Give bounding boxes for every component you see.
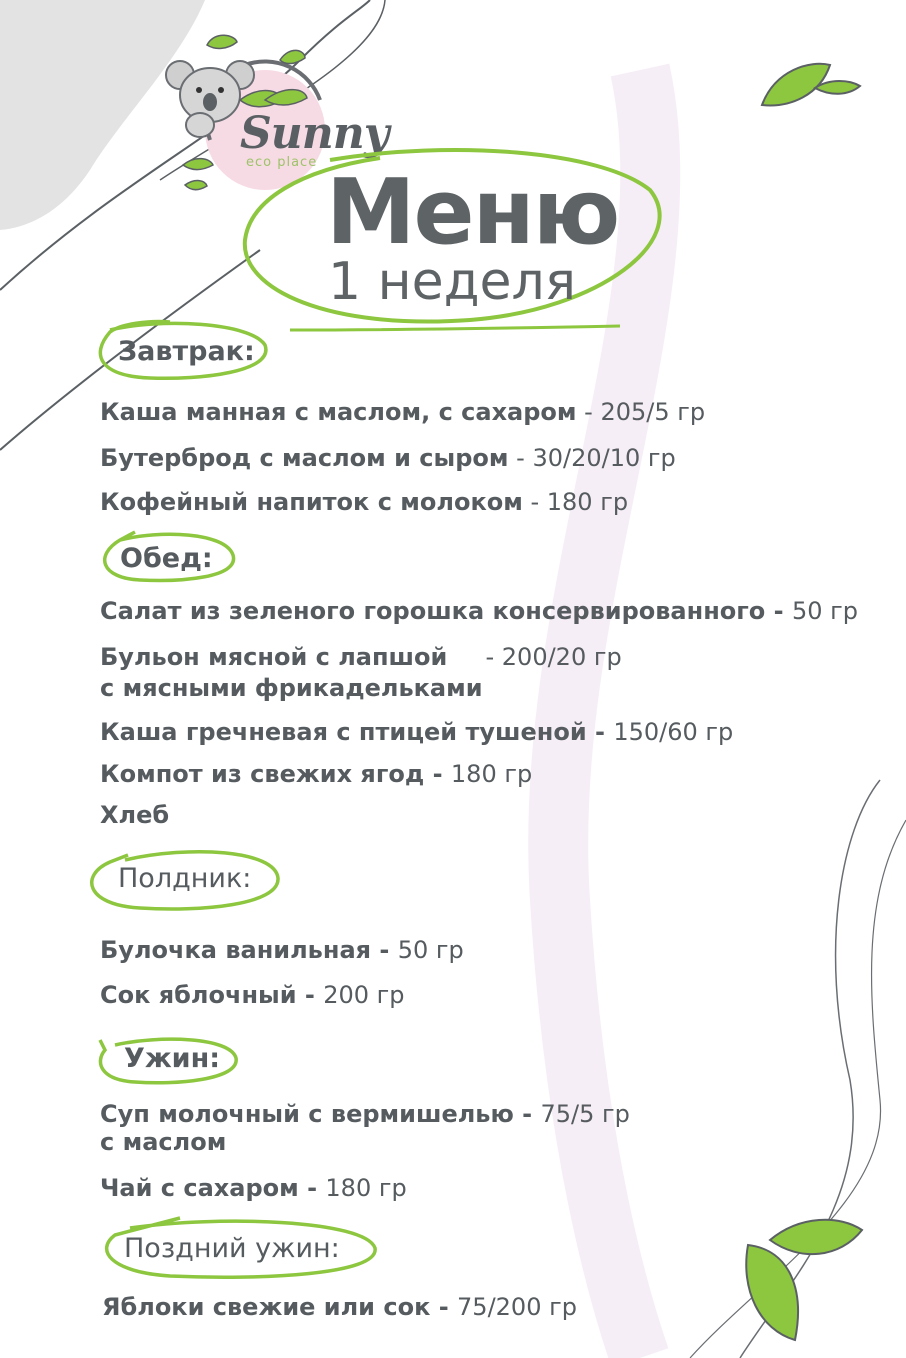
item-separator: -	[513, 1100, 541, 1128]
item-quantity: 50 гр	[397, 936, 464, 964]
item-name: Чай с сахаром	[100, 1174, 299, 1202]
item-name-line2: с маслом	[100, 1128, 227, 1156]
item-quantity: 30/20/10 гр	[532, 444, 676, 472]
item-separator: -	[371, 936, 398, 964]
section-title-snack: Полдник:	[118, 863, 252, 894]
item-name: Яблоки свежие или сок	[102, 1293, 431, 1321]
item-separator: -	[296, 981, 324, 1009]
menu-item	[100, 1174, 407, 1202]
menu-item	[100, 398, 705, 426]
page-title: Меню	[326, 160, 619, 265]
item-name-line2: с мясными фрикадельками	[100, 674, 483, 702]
item-separator: -	[765, 597, 792, 625]
section-title-late-dinner: Поздний ужин:	[124, 1233, 340, 1264]
page-subtitle: 1 неделя	[328, 252, 577, 312]
item-separator: -	[576, 398, 601, 426]
menu-item	[100, 936, 464, 964]
menu-item	[102, 1293, 577, 1321]
menu-item-continuation	[100, 1128, 226, 1156]
menu-item	[100, 488, 628, 516]
item-quantity: 205/5 гр	[600, 398, 706, 426]
section-title-breakfast: Завтрак:	[118, 336, 255, 367]
item-quantity: 75/5 гр	[540, 1100, 630, 1128]
brand-tagline: eco place	[246, 155, 318, 170]
section-title-lunch: Обед:	[120, 543, 213, 574]
menu-item	[100, 801, 169, 829]
item-name: Компот из свежих ягод	[100, 760, 425, 788]
menu-item	[100, 981, 405, 1009]
item-separator: -	[430, 1293, 458, 1321]
item-quantity: 200 гр	[323, 981, 405, 1009]
item-name: Салат из зеленого горошка консервированного	[100, 597, 766, 625]
item-quantity: 75/200 гр	[457, 1293, 577, 1321]
menu-item	[100, 643, 622, 671]
item-quantity: 180 гр	[325, 1174, 407, 1202]
section-title-dinner: Ужин:	[124, 1043, 221, 1074]
item-name: Бутерброд с маслом и сыром	[100, 444, 509, 472]
item-name: Кофейный напиток с молоком	[100, 488, 523, 516]
menu-item	[100, 760, 532, 788]
item-quantity: 150/60 гр	[613, 718, 734, 746]
item-name: Суп молочный с вермишелью	[100, 1100, 514, 1128]
item-name: Булочка ванильная	[100, 936, 372, 964]
item-separator: -	[508, 444, 533, 472]
menu-item	[100, 444, 676, 472]
item-name: Хлеб	[100, 801, 170, 829]
item-separator: -	[298, 1174, 326, 1202]
item-separator: -	[424, 760, 451, 788]
item-separator: -	[522, 488, 547, 516]
item-name: Каша гречневая с птицей тушеной	[100, 718, 587, 746]
item-separator: -	[586, 718, 614, 746]
item-separator: -	[447, 643, 502, 671]
item-quantity: 50 гр	[791, 597, 858, 625]
item-name: Каша манная с маслом, с сахаром	[100, 398, 577, 426]
item-quantity: 200/20 гр	[501, 643, 622, 671]
menu-item-continuation	[100, 674, 483, 702]
item-name: Сок яблочный	[100, 981, 297, 1009]
item-name: Бульон мясной с лапшой	[100, 643, 448, 671]
item-quantity: 180 гр	[450, 760, 533, 788]
menu-item	[100, 597, 858, 625]
item-quantity: 180 гр	[546, 488, 629, 516]
brand-name: Sunny	[240, 108, 389, 159]
menu-item	[100, 718, 733, 746]
menu-item	[100, 1100, 630, 1128]
